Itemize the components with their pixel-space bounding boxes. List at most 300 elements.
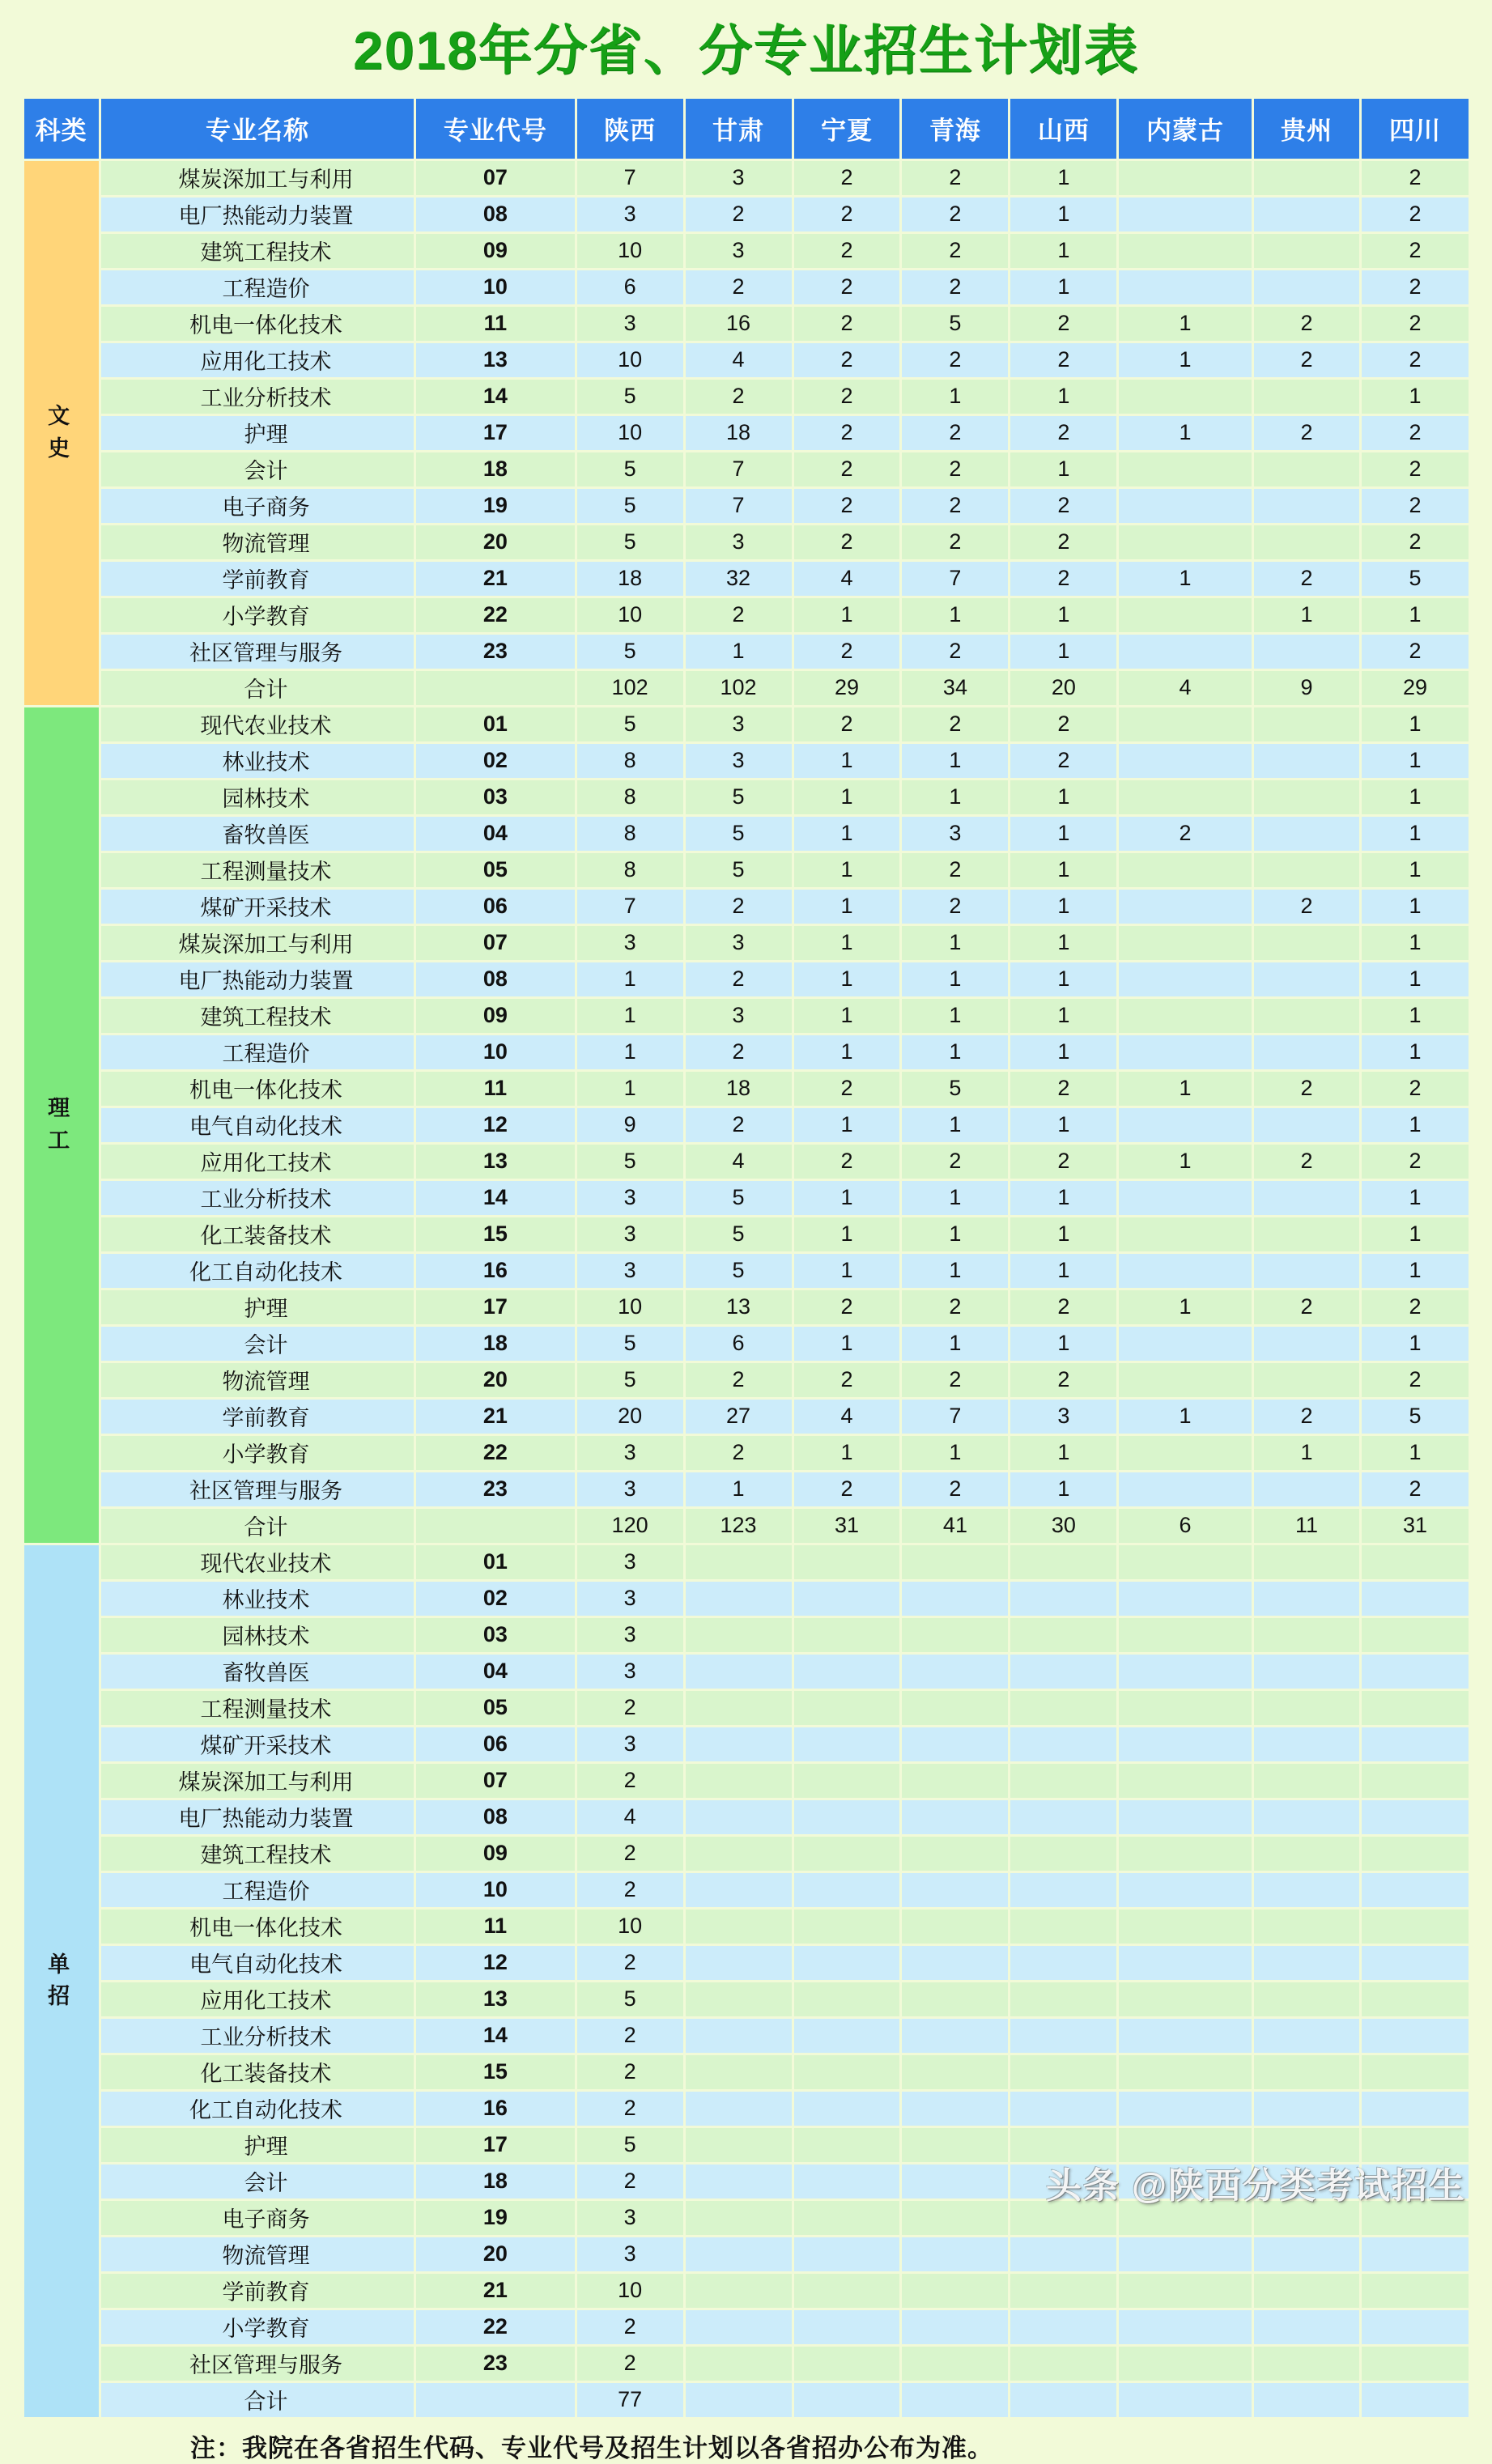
quota-山西 (1010, 2237, 1116, 2271)
table-row (24, 1946, 1469, 1980)
quota-陕西: 5 (577, 1145, 683, 1179)
quota-宁夏 (794, 1764, 900, 1798)
major-code: 13 (416, 1145, 574, 1179)
quota-陕西: 3 (577, 1582, 683, 1616)
major-name: 化工装备技术 (101, 2055, 414, 2089)
quota-陕西: 10 (577, 234, 683, 268)
quota-内蒙古 (1119, 2055, 1251, 2089)
table-row (24, 1217, 1469, 1251)
quota-四川: 1 (1362, 707, 1468, 741)
quota-内蒙古 (1119, 380, 1251, 414)
quota-青海: 2 (902, 198, 1008, 232)
table-row (24, 1108, 1469, 1142)
major-name: 电气自动化技术 (101, 1946, 414, 1980)
quota-甘肃 (686, 1873, 792, 1907)
category-char: 理 (48, 1096, 75, 1121)
major-code: 12 (416, 1108, 574, 1142)
major-name: 建筑工程技术 (101, 1837, 414, 1871)
quota-陕西: 1 (577, 962, 683, 996)
table-row (24, 853, 1469, 887)
quota-内蒙古 (1119, 999, 1251, 1033)
quota-甘肃: 2 (686, 1035, 792, 1069)
quota-四川: 2 (1362, 635, 1468, 669)
quota-山西: 2 (1010, 416, 1116, 450)
quota-陕西: 8 (577, 780, 683, 814)
quota-贵州 (1254, 525, 1360, 559)
header-category: 科类 (24, 99, 99, 159)
quota-贵州 (1254, 2383, 1360, 2417)
major-name: 会计 (101, 452, 414, 486)
major-code: 19 (416, 2201, 574, 2235)
quota-宁夏 (794, 2274, 900, 2308)
major-name: 化工自动化技术 (101, 2092, 414, 2126)
quota-四川 (1362, 1655, 1468, 1689)
quota-内蒙古 (1119, 1363, 1251, 1397)
quota-甘肃: 3 (686, 999, 792, 1033)
quota-甘肃 (686, 1800, 792, 1834)
quota-四川: 1 (1362, 1254, 1468, 1288)
quota-山西 (1010, 1982, 1116, 2016)
table-row (24, 1800, 1469, 1834)
table-row (24, 1400, 1469, 1434)
quota-宁夏: 2 (794, 270, 900, 304)
table-row (24, 1290, 1469, 1324)
quota-宁夏: 29 (794, 671, 900, 705)
quota-青海 (902, 2055, 1008, 2089)
quota-四川: 1 (1362, 380, 1468, 414)
table-row (24, 2237, 1469, 2271)
table-row (24, 2347, 1469, 2381)
quota-宁夏: 2 (794, 198, 900, 232)
quota-内蒙古: 1 (1119, 416, 1251, 450)
major-code: 21 (416, 562, 574, 596)
quota-陕西: 2 (577, 2092, 683, 2126)
quota-贵州 (1254, 817, 1360, 851)
quota-山西: 1 (1010, 598, 1116, 632)
major-code: 15 (416, 2055, 574, 2089)
quota-内蒙古 (1119, 707, 1251, 741)
quota-内蒙古 (1119, 1035, 1251, 1069)
quota-内蒙古 (1119, 853, 1251, 887)
quota-山西: 2 (1010, 489, 1116, 523)
quota-陕西: 2 (577, 2164, 683, 2198)
quota-甘肃: 5 (686, 1254, 792, 1288)
quota-山西: 1 (1010, 452, 1116, 486)
quota-山西: 2 (1010, 1290, 1116, 1324)
quota-贵州: 2 (1254, 343, 1360, 377)
major-code: 22 (416, 2310, 574, 2344)
table-row (24, 1764, 1469, 1798)
quota-四川 (1362, 2237, 1468, 2271)
quota-山西 (1010, 2019, 1116, 2053)
quota-陕西: 3 (577, 1618, 683, 1652)
quota-贵州 (1254, 1946, 1360, 1980)
quota-内蒙古 (1119, 1800, 1251, 1834)
major-name: 化工自动化技术 (101, 1254, 414, 1288)
quota-贵州 (1254, 1217, 1360, 1251)
table-row (24, 2274, 1469, 2308)
quota-青海: 2 (902, 525, 1008, 559)
quota-四川: 1 (1362, 1108, 1468, 1142)
quota-山西: 2 (1010, 307, 1116, 341)
quota-内蒙古 (1119, 1946, 1251, 1980)
quota-内蒙古 (1119, 1764, 1251, 1798)
quota-内蒙古 (1119, 2310, 1251, 2344)
quota-青海: 2 (902, 1290, 1008, 1324)
quota-甘肃: 123 (686, 1509, 792, 1543)
quota-贵州 (1254, 489, 1360, 523)
major-name: 电子商务 (101, 2201, 414, 2235)
quota-四川: 2 (1362, 270, 1468, 304)
quota-甘肃: 13 (686, 1290, 792, 1324)
major-code: 04 (416, 1655, 574, 1689)
quota-山西: 1 (1010, 1217, 1116, 1251)
quota-山西: 1 (1010, 270, 1116, 304)
major-code: 22 (416, 1436, 574, 1470)
quota-四川: 2 (1362, 307, 1468, 341)
quota-四川 (1362, 1618, 1468, 1652)
quota-青海 (902, 2383, 1008, 2417)
major-code: 01 (416, 707, 574, 741)
quota-青海: 2 (902, 853, 1008, 887)
quota-宁夏: 2 (794, 1472, 900, 1506)
quota-甘肃: 3 (686, 234, 792, 268)
major-code: 07 (416, 1764, 574, 1798)
quota-青海: 1 (902, 926, 1008, 960)
table-row (24, 452, 1469, 486)
major-code: 15 (416, 1217, 574, 1251)
table-row (24, 1327, 1469, 1361)
quota-青海: 2 (902, 416, 1008, 450)
quota-甘肃: 5 (686, 817, 792, 851)
quota-贵州 (1254, 380, 1360, 414)
major-name: 应用化工技术 (101, 1145, 414, 1179)
quota-四川: 2 (1362, 343, 1468, 377)
quota-宁夏 (794, 1873, 900, 1907)
quota-陕西: 5 (577, 452, 683, 486)
quota-青海: 2 (902, 234, 1008, 268)
major-code: 09 (416, 999, 574, 1033)
quota-山西: 2 (1010, 1145, 1116, 1179)
quota-甘肃: 5 (686, 1217, 792, 1251)
quota-甘肃 (686, 1618, 792, 1652)
quota-山西 (1010, 1873, 1116, 1907)
table-row (24, 1545, 1469, 1579)
quota-贵州 (1254, 1181, 1360, 1215)
quota-陕西: 102 (577, 671, 683, 705)
quota-内蒙古 (1119, 1727, 1251, 1761)
quota-青海: 1 (902, 1217, 1008, 1251)
quota-甘肃 (686, 2092, 792, 2126)
quota-内蒙古: 1 (1119, 562, 1251, 596)
quota-陕西: 2 (577, 1946, 683, 1980)
quota-宁夏 (794, 1800, 900, 1834)
table-row (24, 1145, 1469, 1179)
quota-甘肃 (686, 1910, 792, 1944)
quota-贵州: 1 (1254, 1436, 1360, 1470)
quota-贵州 (1254, 1691, 1360, 1725)
header-neimenggu: 内蒙古 (1119, 99, 1251, 159)
quota-贵州 (1254, 1655, 1360, 1689)
quota-山西: 1 (1010, 234, 1116, 268)
quota-青海 (902, 1873, 1008, 1907)
major-code: 11 (416, 307, 574, 341)
quota-陕西: 2 (577, 1873, 683, 1907)
quota-山西: 20 (1010, 671, 1116, 705)
quota-贵州 (1254, 1582, 1360, 1616)
quota-山西: 2 (1010, 525, 1116, 559)
major-code: 23 (416, 2347, 574, 2381)
quota-甘肃: 5 (686, 780, 792, 814)
quota-四川: 2 (1362, 234, 1468, 268)
major-name: 建筑工程技术 (101, 999, 414, 1033)
quota-青海 (902, 2274, 1008, 2308)
quota-陕西: 3 (577, 1655, 683, 1689)
quota-内蒙古 (1119, 452, 1251, 486)
quota-内蒙古 (1119, 2237, 1251, 2271)
quota-陕西: 3 (577, 1217, 683, 1251)
quota-四川: 1 (1362, 1327, 1468, 1361)
quota-宁夏: 2 (794, 452, 900, 486)
quota-四川: 2 (1362, 1145, 1468, 1179)
quota-四川 (1362, 2383, 1468, 2417)
quota-青海 (902, 1655, 1008, 1689)
quota-陕西: 120 (577, 1509, 683, 1543)
quota-青海 (902, 1910, 1008, 1944)
quota-贵州: 9 (1254, 671, 1360, 705)
quota-青海: 1 (902, 598, 1008, 632)
quota-宁夏: 2 (794, 1145, 900, 1179)
quota-甘肃: 7 (686, 489, 792, 523)
table-row (24, 1436, 1469, 1470)
table-row (24, 2201, 1469, 2235)
major-code: 05 (416, 853, 574, 887)
quota-内蒙古: 1 (1119, 1290, 1251, 1324)
table-total-row (24, 1509, 1469, 1543)
quota-山西 (1010, 2055, 1116, 2089)
quota-宁夏: 2 (794, 307, 900, 341)
category-char: 文 (48, 404, 75, 429)
quota-宁夏 (794, 1618, 900, 1652)
quota-宁夏: 1 (794, 744, 900, 778)
major-name: 物流管理 (101, 2237, 414, 2271)
quota-陕西: 5 (577, 1363, 683, 1397)
major-name: 会计 (101, 2164, 414, 2198)
major-code: 13 (416, 1982, 574, 2016)
major-name: 工程造价 (101, 1873, 414, 1907)
table-row (24, 1254, 1469, 1288)
major-name: 电厂热能动力装置 (101, 198, 414, 232)
major-name: 护理 (101, 416, 414, 450)
major-code: 08 (416, 962, 574, 996)
quota-内蒙古 (1119, 635, 1251, 669)
table-row (24, 1035, 1469, 1069)
major-code: 07 (416, 926, 574, 960)
quota-青海 (902, 1727, 1008, 1761)
quota-宁夏: 4 (794, 562, 900, 596)
quota-四川: 5 (1362, 562, 1468, 596)
quota-甘肃: 18 (686, 416, 792, 450)
major-name: 林业技术 (101, 1582, 414, 1616)
quota-山西: 1 (1010, 1108, 1116, 1142)
major-code: 02 (416, 1582, 574, 1616)
quota-贵州 (1254, 1327, 1360, 1361)
quota-青海 (902, 2128, 1008, 2162)
quota-内蒙古 (1119, 1873, 1251, 1907)
quota-甘肃 (686, 2383, 792, 2417)
major-name: 畜牧兽医 (101, 1655, 414, 1689)
quota-青海 (902, 2310, 1008, 2344)
major-name: 电子商务 (101, 489, 414, 523)
quota-甘肃 (686, 1545, 792, 1579)
major-code: 20 (416, 1363, 574, 1397)
total-label: 合计 (101, 2383, 414, 2417)
quota-内蒙古: 1 (1119, 1072, 1251, 1106)
quota-甘肃 (686, 1946, 792, 1980)
quota-青海 (902, 2164, 1008, 2198)
quota-陕西: 3 (577, 1545, 683, 1579)
quota-青海 (902, 1691, 1008, 1725)
quota-青海: 5 (902, 307, 1008, 341)
quota-贵州 (1254, 1764, 1360, 1798)
quota-青海: 1 (902, 1327, 1008, 1361)
quota-甘肃: 2 (686, 890, 792, 924)
quota-四川 (1362, 1837, 1468, 1871)
quota-陕西: 1 (577, 999, 683, 1033)
quota-宁夏: 1 (794, 1327, 900, 1361)
quota-青海: 5 (902, 1072, 1008, 1106)
quota-山西: 1 (1010, 380, 1116, 414)
admission-plan-table (22, 96, 1471, 2419)
major-code: 20 (416, 2237, 574, 2271)
quota-陕西: 5 (577, 380, 683, 414)
header-ningxia: 宁夏 (794, 99, 900, 159)
quota-青海 (902, 2092, 1008, 2126)
table-row (24, 1582, 1469, 1616)
quota-贵州: 2 (1254, 1145, 1360, 1179)
quota-四川 (1362, 1873, 1468, 1907)
major-code: 23 (416, 1472, 574, 1506)
quota-陕西: 2 (577, 1837, 683, 1871)
quota-贵州 (1254, 2274, 1360, 2308)
total-label: 合计 (101, 1509, 414, 1543)
major-name: 社区管理与服务 (101, 2347, 414, 2381)
quota-内蒙古 (1119, 962, 1251, 996)
quota-甘肃: 3 (686, 525, 792, 559)
table-row (24, 2310, 1469, 2344)
quota-四川: 1 (1362, 817, 1468, 851)
quota-宁夏 (794, 2310, 900, 2344)
quota-贵州 (1254, 926, 1360, 960)
quota-甘肃 (686, 2347, 792, 2381)
quota-山西: 1 (1010, 1035, 1116, 1069)
table-row (24, 890, 1469, 924)
quota-山西: 2 (1010, 343, 1116, 377)
quota-青海 (902, 1582, 1008, 1616)
major-name: 物流管理 (101, 525, 414, 559)
quota-贵州 (1254, 962, 1360, 996)
quota-内蒙古 (1119, 2164, 1251, 2198)
quota-宁夏: 2 (794, 161, 900, 195)
quota-贵州: 2 (1254, 890, 1360, 924)
quota-四川: 1 (1362, 1181, 1468, 1215)
quota-宁夏 (794, 2383, 900, 2417)
quota-甘肃: 1 (686, 635, 792, 669)
quota-陕西: 5 (577, 489, 683, 523)
table-row (24, 343, 1469, 377)
major-name: 工程测量技术 (101, 853, 414, 887)
quota-山西 (1010, 2347, 1116, 2381)
quota-内蒙古 (1119, 1982, 1251, 2016)
quota-贵州 (1254, 1873, 1360, 1907)
quota-宁夏 (794, 1946, 900, 1980)
quota-内蒙古 (1119, 1582, 1251, 1616)
quota-陕西: 3 (577, 1472, 683, 1506)
quota-甘肃: 16 (686, 307, 792, 341)
header-major-name: 专业名称 (101, 99, 414, 159)
quota-山西: 1 (1010, 817, 1116, 851)
quota-内蒙古 (1119, 489, 1251, 523)
quota-青海: 1 (902, 1181, 1008, 1215)
quota-贵州: 2 (1254, 1072, 1360, 1106)
quota-山西 (1010, 1910, 1116, 1944)
quota-贵州 (1254, 1472, 1360, 1506)
major-name: 物流管理 (101, 1363, 414, 1397)
major-code: 14 (416, 380, 574, 414)
quota-山西: 2 (1010, 1363, 1116, 1397)
major-code: 03 (416, 780, 574, 814)
quota-宁夏 (794, 2128, 900, 2162)
major-code: 17 (416, 2128, 574, 2162)
quota-青海: 3 (902, 817, 1008, 851)
category-char: 招 (48, 1984, 75, 2009)
table-row (24, 1363, 1469, 1397)
quota-甘肃: 2 (686, 598, 792, 632)
quota-四川 (1362, 1582, 1468, 1616)
quota-陕西: 8 (577, 744, 683, 778)
quota-青海 (902, 1982, 1008, 2016)
quota-贵州 (1254, 2092, 1360, 2126)
quota-陕西: 5 (577, 525, 683, 559)
major-code: 23 (416, 635, 574, 669)
quota-陕西: 3 (577, 1436, 683, 1470)
table-row (24, 1181, 1469, 1215)
table-header (24, 99, 1469, 159)
quota-宁夏: 1 (794, 598, 900, 632)
quota-贵州 (1254, 1982, 1360, 2016)
major-name: 学前教育 (101, 2274, 414, 2308)
quota-青海: 2 (902, 1363, 1008, 1397)
quota-四川: 2 (1362, 198, 1468, 232)
quota-甘肃 (686, 2237, 792, 2271)
table-row (24, 999, 1469, 1033)
quota-四川 (1362, 1764, 1468, 1798)
major-code: 09 (416, 1837, 574, 1871)
quota-陕西: 10 (577, 1290, 683, 1324)
major-name: 学前教育 (101, 562, 414, 596)
quota-贵州 (1254, 1837, 1360, 1871)
quota-宁夏: 1 (794, 999, 900, 1033)
major-code: 06 (416, 890, 574, 924)
major-code: 18 (416, 2164, 574, 2198)
quota-青海: 1 (902, 1254, 1008, 1288)
quota-山西: 1 (1010, 635, 1116, 669)
footer-note: 注：我院在各省招生代码、专业代号及招生计划以各省招办公布为准。 (190, 2433, 993, 2462)
quota-甘肃: 1 (686, 1472, 792, 1506)
quota-贵州 (1254, 2347, 1360, 2381)
quota-贵州 (1254, 1035, 1360, 1069)
quota-内蒙古: 1 (1119, 1400, 1251, 1434)
